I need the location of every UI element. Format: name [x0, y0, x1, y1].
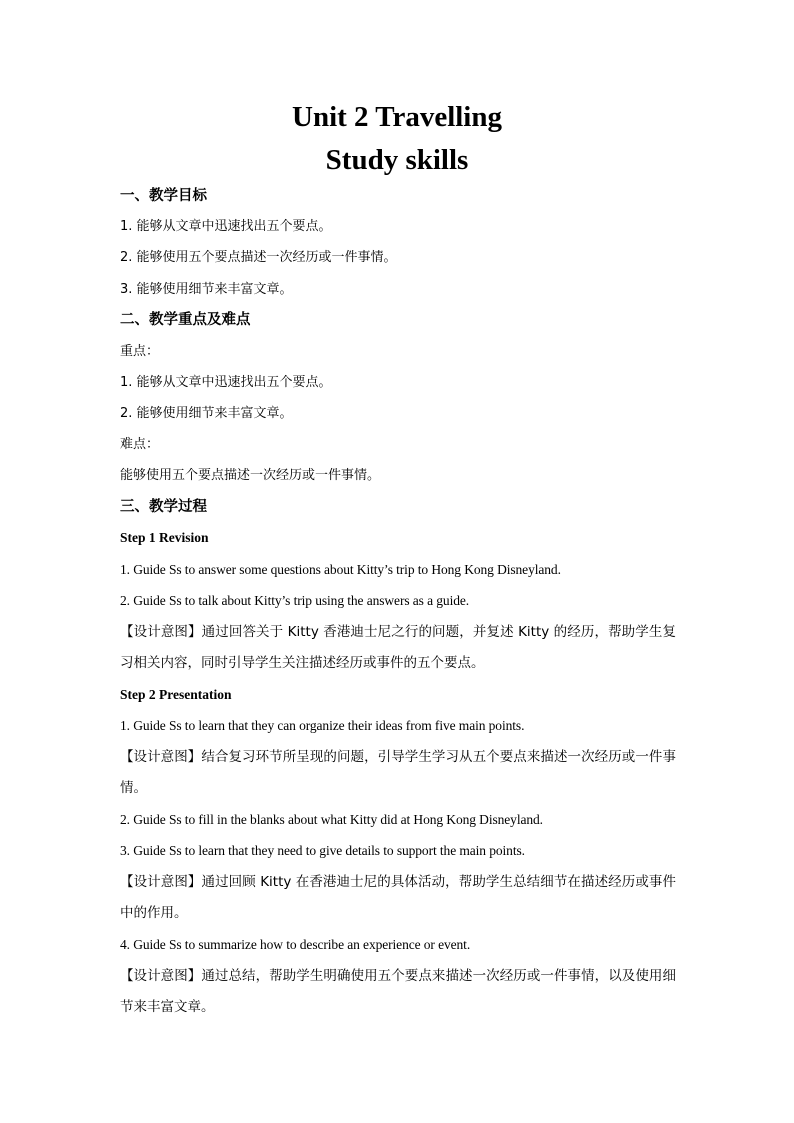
step2-item: 3. Guide Ss to learn that they need to give details to support the main points. [120, 843, 525, 858]
key-points-label: 重点： [120, 344, 160, 359]
section-heading-objectives: 一、教学目标 [120, 188, 207, 204]
difficult-point-text: 能够使用五个要点描述一次经历或一件事情。 [120, 468, 381, 483]
doc-subtitle: Study skills [325, 144, 469, 176]
objective-item: 3. 能够使用细节来丰富文章。 [120, 282, 293, 297]
objective-item: 2. 能够使用五个要点描述一次经历或一件事情。 [120, 250, 397, 265]
step2-design-intent: 【设计意图】结合复习环节所呈现的问题，引导学生学习从五个要点来描述一次经历或一件事情。 [120, 749, 676, 796]
doc-title: Unit 2 Travelling [292, 101, 502, 133]
difficult-points-label: 难点： [120, 437, 160, 452]
step1-item: 2. Guide Ss to talk about Kitty’s trip using the answers as a guide. [120, 593, 470, 608]
section-heading-key-points: 二、教学重点及难点 [120, 312, 251, 328]
step2-item: 2. Guide Ss to fill in the blanks about what Kitty did at Hong Kong Disneyland. [120, 812, 543, 827]
step2-design-intent: 【设计意图】通过回顾 Kitty 在香港迪士尼的具体活动，帮助学生总结细节在描述经历或事件中的作用。 [120, 874, 676, 921]
step2-title: Step 2 Presentation [120, 687, 232, 702]
step2-item: 1. Guide Ss to learn that they can organize their ideas from five main points. [120, 718, 525, 733]
step2-design-intent: 【设计意图】通过总结，帮助学生明确使用五个要点来描述一次经历或一件事情，以及使用细节来丰富文章。 [120, 968, 676, 1015]
step1-item: 1. Guide Ss to answer some questions about Kitty’s trip to Hong Kong Disneyland. [120, 562, 561, 577]
step2-item: 4. Guide Ss to summarize how to describe an experience or event. [120, 937, 471, 952]
step1-design-intent: 【设计意图】通过回答关于 Kitty 香港迪士尼之行的问题，并复述 Kitty 的经历，帮助学生复习相关内容，同时引导学生关注描述经历或事件的五个要点。 [120, 624, 676, 671]
step1-title: Step 1 Revision [120, 530, 209, 545]
section-heading-process: 三、教学过程 [120, 499, 207, 515]
key-point-item: 2. 能够使用细节来丰富文章。 [120, 406, 293, 421]
objective-item: 1. 能够从文章中迅速找出五个要点。 [120, 219, 332, 234]
key-point-item: 1. 能够从文章中迅速找出五个要点。 [120, 375, 332, 390]
